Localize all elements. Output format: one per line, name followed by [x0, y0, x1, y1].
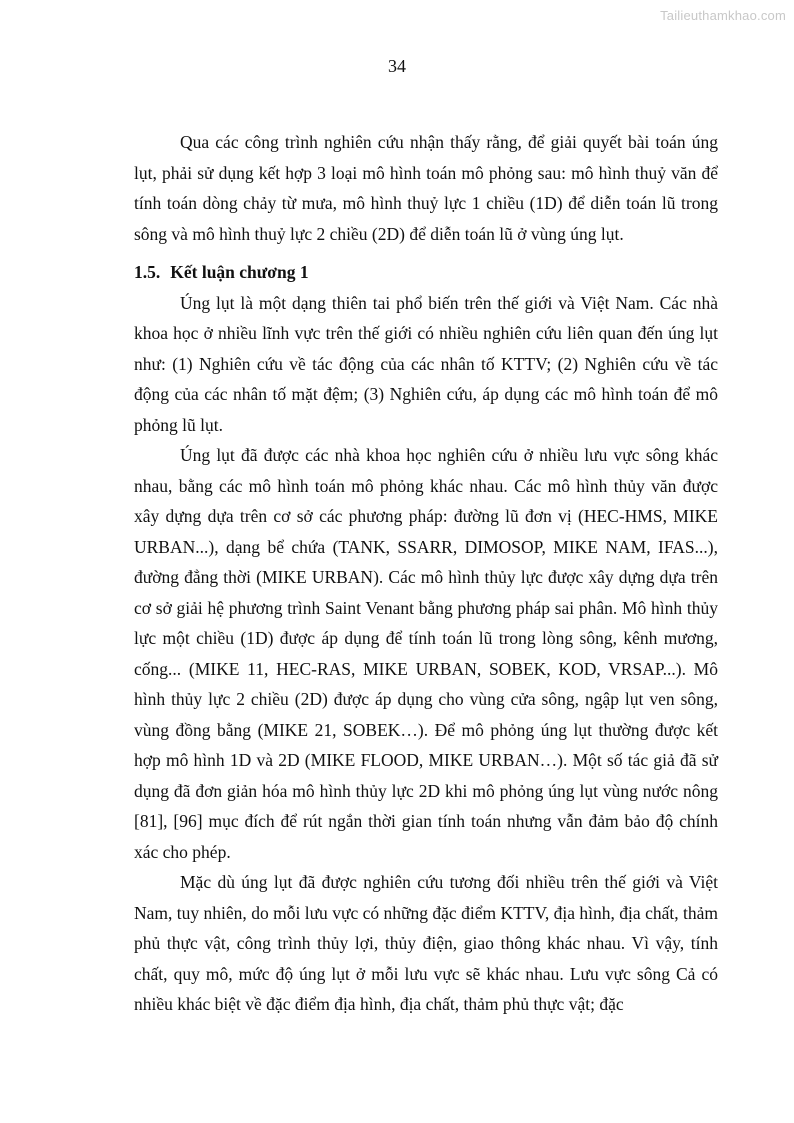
paragraph-3: Mặc dù úng lụt đã được nghiên cứu tương đối nhiều trên thế giới và Việt Nam, tuy nhiên, do mỗi lưu vực có những đặc điểm KTTV, địa hình, địa chất, thảm phủ thực vật, công trình thủy lợi, thủy điện, giao thông khác nhau. Vì vậy, tính chất, quy mô, mức độ úng lụt ở mỗi lưu vực sẽ khác nhau. Lưu vực sông Cả có nhiều khác biệt về đặc điểm địa hình, địa chất, thảm phủ thực vật; đặc [134, 872, 718, 1014]
intro-paragraph: Qua các công trình nghiên cứu nhận thấy rằng, để giải quyết bài toán úng lụt, phải sử dụng kết hợp 3 loại mô hình toán mô phỏng sau: mô hình thuỷ văn để tính toán dòng chảy từ mưa, mô hình thuỷ lực 1 chiều (1D) để diễn toán lũ trong sông và mô hình thuỷ lực 2 chiều (2D) để diễn toán lũ ở vùng úng lụt. [134, 132, 718, 244]
watermark-text: Tailieuthamkhao.com [660, 8, 786, 23]
document-body [134, 127, 718, 1020]
section-title: Kết luận chương 1 [170, 262, 309, 282]
page-number: 34 [388, 56, 406, 76]
paragraph-2: Úng lụt đã được các nhà khoa học nghiên cứu ở nhiều lưu vực sông khác nhau, bằng các mô hình toán mô phỏng khác nhau. Các mô hình thủy văn được xây dựng dựa trên cơ sở các phương pháp: đường lũ đơn vị (HEC-HMS, MIKE URBAN...), dạng bể chứa (TANK, SSARR, DIMOSOP, MIKE NAM, IFAS...), đường đẳng thời (MIKE URBAN). Các mô hình thủy lực được xây dựng dựa trên cơ sở giải hệ phương trình Saint Venant bằng phương pháp sai phân. Mô hình thủy lực một chiều (1D) được áp dụng để tính toán lũ trong lòng sông, kênh mương, cống... (MIKE 11, HEC-RAS, MIKE URBAN, SOBEK, KOD, VRSAP...). Mô hình thủy lực 2 chiều (2D) được áp dụng cho vùng cửa sông, ngập lụt ven sông, vùng đồng bằng (MIKE 21, SOBEK…). Để mô phỏng úng lụt thường được kết hợp mô hình 1D và 2D (MIKE FLOOD, MIKE URBAN…). Một số tác giả đã sử dụng đã đơn giản hóa mô hình thủy lực 2D khi mô phỏng úng lụt vùng nước nông [81], [96] mục đích để rút ngắn thời gian tính toán nhưng vẫn đảm bảo độ chính xác cho phép. [134, 445, 718, 862]
section-heading [134, 257, 718, 288]
paragraph-1: Úng lụt là một dạng thiên tai phổ biến trên thế giới và Việt Nam. Các nhà khoa học ở nhiều lĩnh vực trên thế giới có nhiều nghiên cứu liên quan đến úng lụt như: (1) Nghiên cứu về tác động của các nhân tố KTTV; (2) Nghiên cứu về tác động của các nhân tố mặt đệm; (3) Nghiên cứu, áp dụng các mô hình toán để mô phỏng lũ lụt. [134, 292, 718, 435]
section-number: 1.5. [134, 262, 161, 282]
